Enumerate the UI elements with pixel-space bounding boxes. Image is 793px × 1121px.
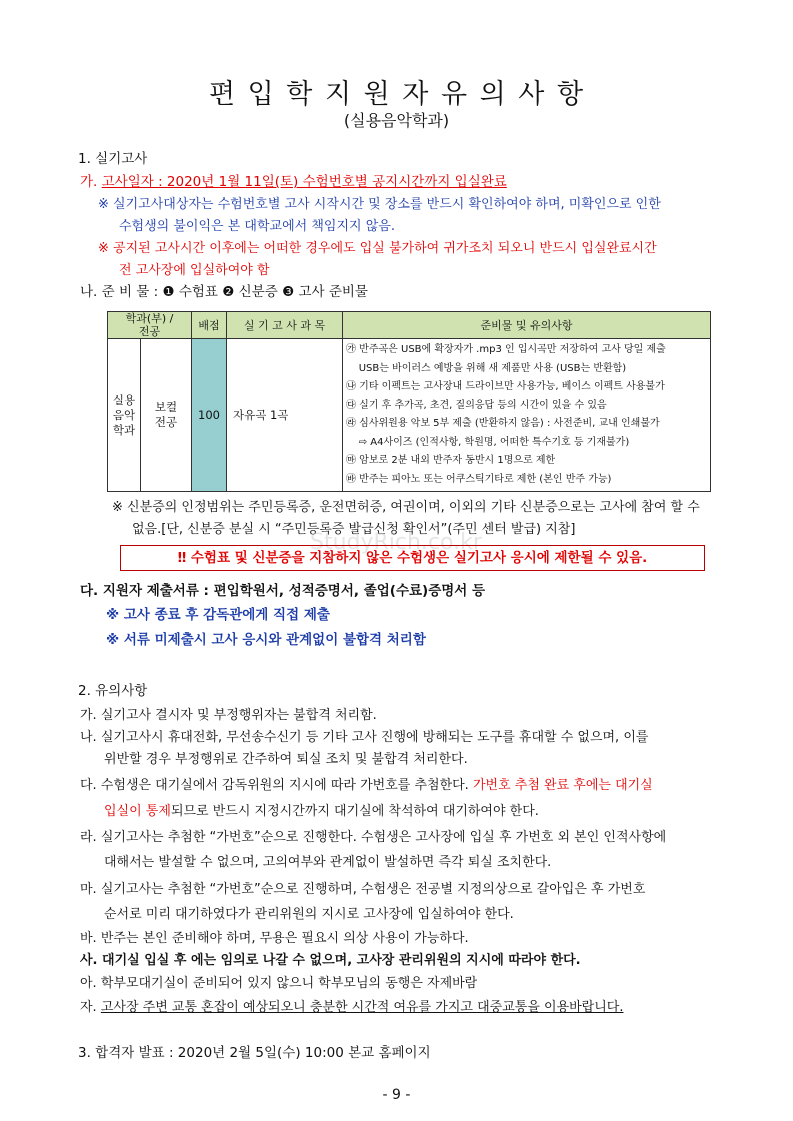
- rule-ma-line2: 순서로 미리 대기하였다가 관리위원의 지시로 고사장에 입실하여야 한다.: [104, 907, 514, 922]
- exam-date-prefix: 가.: [80, 174, 102, 190]
- table-header-row: [108, 312, 711, 339]
- header-dept: [108, 312, 192, 339]
- documents-bullet2: ※ 서류 미제출시 고사 응시와 관계없이 불합격 처리함: [106, 632, 426, 648]
- page-number: - 9 -: [382, 1087, 411, 1103]
- note-item: ㉳ 반주는 피아노 또는 어쿠스틱기타로 제한 (본인 반주 가능): [346, 473, 612, 485]
- note-item: ㉰ 실기 후 추가곡, 초견, 질의응답 등의 시간이 있을 수 있음: [346, 399, 607, 411]
- rule-na-line1: 나. 실기고사시 휴대전화, 무선송수신기 등 기타 고사 진행에 방해되는 도구를 휴대할 수 없으며, 이를: [80, 730, 649, 745]
- rule-ja: [80, 999, 624, 1017]
- rule-ja-prefix: 자.: [80, 1000, 101, 1015]
- section2-heading: 2. 유의사항: [78, 683, 148, 699]
- id-note-line1: ※ 신분증의 인정범위는 주민등록증, 운전면허증, 여권이며, 이외의 기타 신분증으로는 고사에 참여 할 수: [112, 500, 700, 515]
- cell-notes: [343, 339, 711, 492]
- note-item: ㉮ 반주곡은 USB에 확장자가 .mp3 인 입시곡만 저장하여 고사 당일 제출: [346, 344, 666, 355]
- rule-da-line1-a: 다. 수험생은 대기실에서 감독위원의 지시에 따라 가번호를 추첨한다.: [80, 778, 473, 793]
- documents-bullet1: ※ 고사 종료 후 감독관에게 직접 제출: [106, 607, 330, 623]
- rule-a: 아. 학부모대기실이 준비되어 있지 않으니 학부모님의 동행은 자제바람: [80, 976, 478, 991]
- section3-announcement: 3. 합격자 발표 : 2020년 2월 5일(수) 10:00 본교 홈페이지: [78, 1045, 431, 1061]
- rule-ra-line1: 라. 실기고사는 추첨한 “가번호”순으로 진행한다. 수험생은 고사장에 입실 후 가번호 외 본인 인적사항에: [80, 830, 667, 845]
- cell-subject: 자유곡 1곡: [227, 339, 343, 492]
- note-item: ⇨ A4사이즈 (인적사항, 학원명, 어떠한 특수기호 등 기재불가): [346, 436, 630, 448]
- exam-requirements-table: [107, 311, 711, 492]
- notice-check-line2: 수험생의 불이익은 본 대학교에서 책임지지 않음.: [119, 219, 395, 234]
- header-notes: 준비물 및 유의사항: [343, 312, 711, 339]
- notice-late-line2: 전 고사장에 입실하여야 함: [119, 263, 270, 278]
- notice-check-line1: ※ 실기고사대상자는 수험번호별 고사 시작시간 및 장소를 반드시 확인하여야 하며, 미확인으로 인한: [98, 197, 661, 212]
- header-subject: 실 기 고 사 과 목: [227, 312, 343, 339]
- cell-score: 100: [192, 339, 227, 492]
- exam-date-line: [80, 173, 507, 191]
- documents-line: 다. 지원자 제출서류 : 편입학원서, 성적증명서, 졸업(수료)증명서 등: [80, 583, 486, 599]
- rule-ga: 가. 실기고사 결시자 및 부정행위자는 불합격 처리함.: [80, 708, 377, 723]
- warning-banner: [120, 545, 705, 571]
- header-dept-line1: 학과(부) /: [125, 312, 174, 325]
- table-row: [108, 339, 711, 492]
- warning-banner-text: ‼ 수험표 및 신분증을 지참하지 않은 수험생은 실기고사 응시에 제한될 수 있음.: [177, 550, 648, 566]
- rule-da-line2-b: 되므로 반드시 지정시간까지 대기실에 착석하여 대기하여야 한다.: [170, 804, 539, 819]
- rule-da-line1-b: 가번호 추첨 완료 후에는 대기실: [472, 778, 653, 793]
- notice-late-line1: ※ 공지된 고사시간 이후에는 어떠한 경우에도 입실 불가하여 귀가조치 되오니 반드시 입실완료시간: [98, 241, 657, 256]
- cell-major: 보컬 전공: [141, 339, 192, 492]
- rule-da-line1: [80, 777, 653, 795]
- header-score: 배점: [192, 312, 227, 339]
- rule-ra-line2: 대해서는 발설할 수 없으며, 고의여부와 관계없이 발설하면 즉각 퇴실 조치한다.: [104, 855, 552, 870]
- exam-date-text: 고사일자 : 2020년 1월 11일(토) 수험번호별 공지시간까지 입실완료: [101, 174, 507, 190]
- id-note-line2: 없음.[단, 신분증 분실 시 “주민등록증 발급신청 확인서”(주민 센터 발급) 지참]: [132, 522, 576, 537]
- note-item: ㉲ 암보로 2분 내외 반주자 동반시 1명으로 제한: [346, 455, 556, 466]
- rule-da-line2: [104, 803, 539, 821]
- watermark: StudyRich.co.kr: [310, 530, 482, 555]
- supplies-line: 나. 준 비 물 : ❶ 수험표 ❷ 신분증 ❸ 고사 준비물: [80, 284, 368, 300]
- header-dept-line2: 전공: [138, 325, 161, 338]
- rule-na-line2: 위반할 경우 부정행위로 간주하여 퇴실 조치 및 불합격 처리한다.: [104, 752, 468, 767]
- note-item: ㉱ 심사위원용 악보 5부 제출 (반환하지 않음) : 사전준비, 교내 인쇄불가: [346, 418, 660, 429]
- note-item: USB는 바이러스 예방을 위해 새 제품만 사용 (USB는 반환함): [346, 362, 627, 374]
- rule-sa: 사. 대기실 입실 후 에는 임의로 나갈 수 없으며, 고사장 관리위원의 지시에 따라야 한다.: [80, 953, 581, 968]
- cell-dept: 실용 음악 학과: [108, 339, 141, 492]
- rule-ja-text: 고사장 주변 교통 혼잡이 예상되오니 충분한 시간적 여유를 가지고 대중교통을 이용바랍니다.: [100, 1000, 624, 1015]
- rule-ba: 바. 반주는 본인 준비해야 하며, 무용은 필요시 의상 사용이 가능하다.: [80, 931, 469, 946]
- section1-heading: 1. 실기고사: [78, 151, 148, 167]
- page-title: 편 입 학 지 원 자 유 의 사 항: [208, 79, 585, 110]
- rule-da-line2-a: 입실이 통제: [104, 804, 171, 819]
- page-subtitle: (실용음악학과): [343, 111, 450, 130]
- note-item: ㉯ 기타 이펙트는 고사장내 드라이브만 사용가능, 베이스 이펙트 사용불가: [346, 381, 665, 392]
- rule-ma-line1: 마. 실기고사는 추첨한 “가번호”순으로 진행하며, 수험생은 전공별 지정의상으로 갈아입은 후 가번호: [80, 882, 646, 897]
